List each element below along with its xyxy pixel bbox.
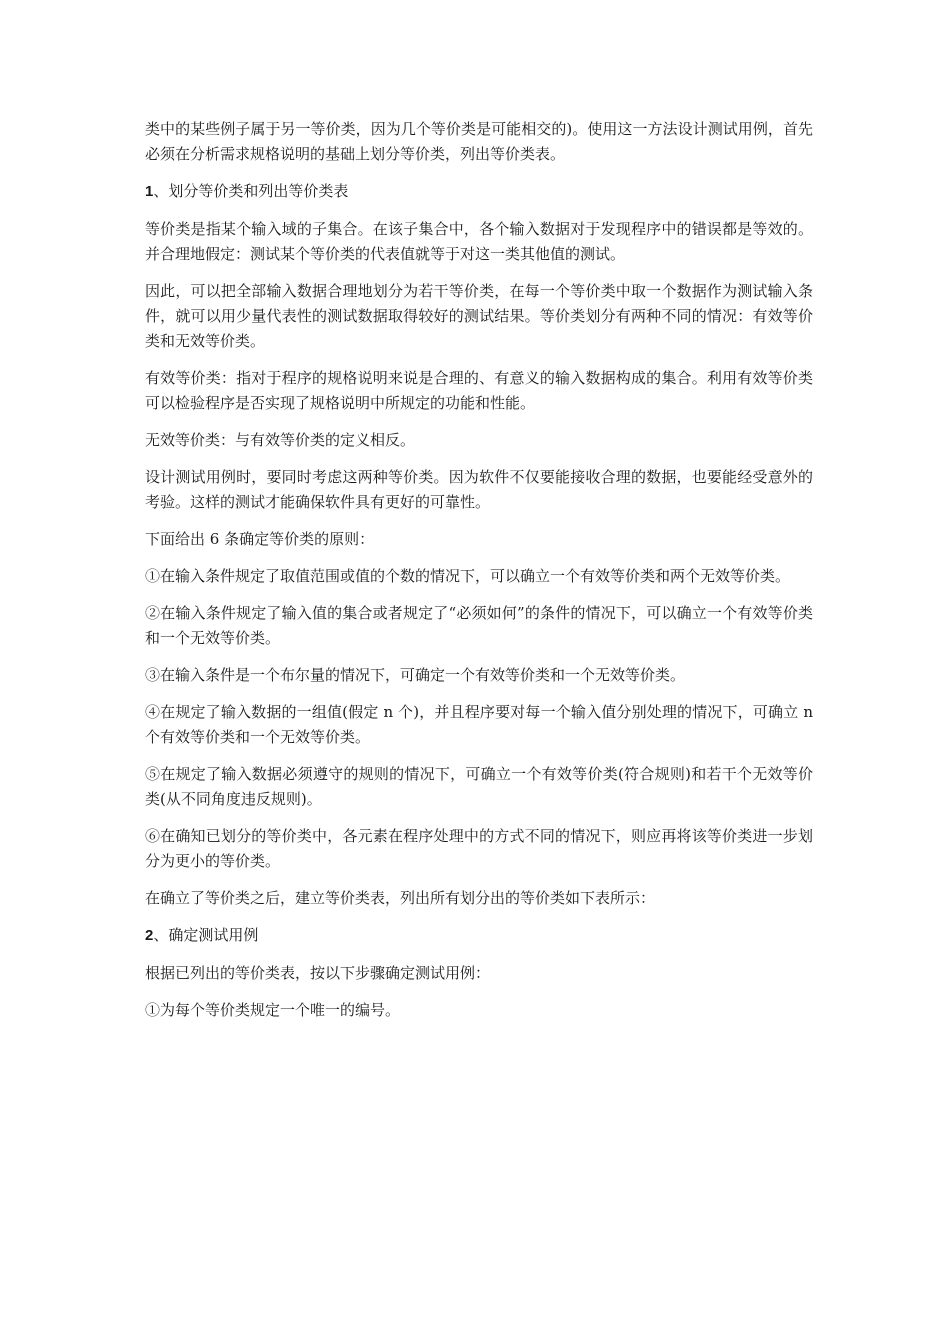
rule-item: ②在输入条件规定了输入值的集合或者规定了“必须如何”的条件的情况下，可以确立一个有效等价类和一个无效等价类。 — [145, 604, 813, 647]
section-title: 、划分等价类和列出等价类表 — [153, 182, 349, 200]
section-heading-1 — [145, 179, 813, 204]
section-number: 2 — [145, 927, 154, 944]
paragraph: 下面给出 6 条确定等价类的原则： — [145, 530, 375, 548]
paragraph: 无效等价类：与有效等价类的定义相反。 — [145, 431, 416, 449]
rule-item: ④在规定了输入数据的一组值(假定 n 个)，并且程序要对每一个输入值分别处理的情况下，可确立 n 个有效等价类和一个无效等价类。 — [145, 703, 813, 746]
step-item: ①为每个等价类规定一个唯一的编号。 — [145, 1001, 401, 1019]
section-number: 1 — [145, 183, 154, 200]
paragraph: 根据已列出的等价类表，按以下步骤确定测试用例： — [145, 964, 491, 982]
paragraph: 等价类是指某个输入域的子集合。在该子集合中，各个输入数据对于发现程序中的错误都是等效的。并合理地假定：测试某个等价类的代表值就等于对这一类其他值的测试。 — [145, 220, 813, 263]
rule-item: ③在输入条件是一个布尔量的情况下，可确定一个有效等价类和一个无效等价类。 — [145, 666, 686, 684]
paragraph: 类中的某些例子属于另一等价类，因为几个等价类是可能相交的)。使用这一方法设计测试用例，首先必须在分析需求规格说明的基础上划分等价类，列出等价类表。 — [145, 120, 813, 163]
rule-item: ⑥在确知已划分的等价类中，各元素在程序处理中的方式不同的情况下，则应再将该等价类进一步划分为更小的等价类。 — [145, 827, 813, 870]
rule-item: ①在输入条件规定了取值范围或值的个数的情况下，可以确立一个有效等价类和两个无效等价类。 — [145, 567, 791, 585]
rule-item: ⑤在规定了输入数据必须遵守的规则的情况下，可确立一个有效等价类(符合规则)和若干个无效等价类(从不同角度违反规则)。 — [145, 765, 813, 808]
paragraph: 有效等价类：指对于程序的规格说明来说是合理的、有意义的输入数据构成的集合。利用有效等价类可以检验程序是否实现了规格说明中所规定的功能和性能。 — [145, 369, 813, 412]
paragraph: 在确立了等价类之后，建立等价类表，列出所有划分出的等价类如下表所示： — [145, 889, 656, 907]
paragraph: 因此，可以把全部输入数据合理地划分为若干等价类，在每一个等价类中取一个数据作为测试输入条件，就可以用少量代表性的测试数据取得较好的测试结果。等价类划分有两种不同的情况：有效等价类和无效等价类。 — [145, 282, 813, 350]
section-heading-2 — [145, 923, 813, 948]
paragraph: 设计测试用例时，要同时考虑这两种等价类。因为软件不仅要能接收合理的数据，也要能经受意外的考验。这样的测试才能确保软件具有更好的可靠性。 — [145, 468, 813, 511]
section-title: 、确定测试用例 — [153, 926, 259, 944]
document-page — [145, 117, 813, 1035]
